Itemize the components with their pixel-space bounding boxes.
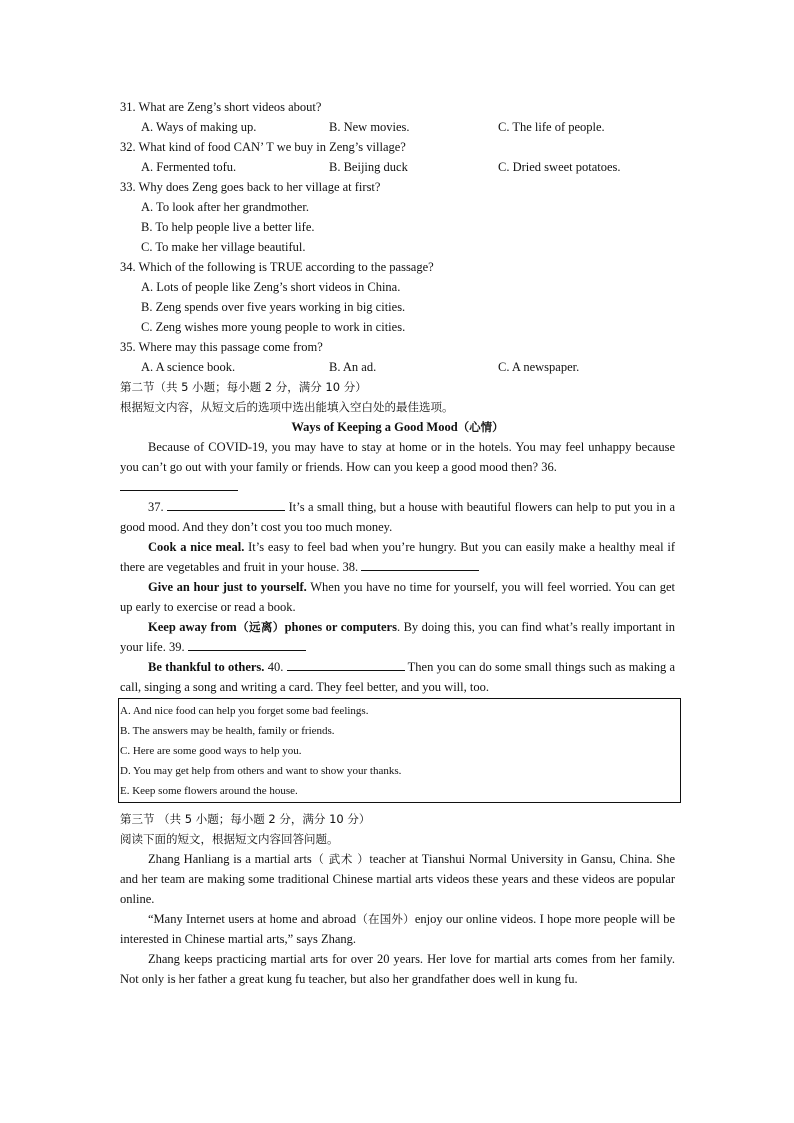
paragraph-2 xyxy=(120,497,675,537)
option-a: A. Lots of people like Zeng’s short videos in China. xyxy=(141,280,401,294)
blank-40[interactable] xyxy=(287,657,405,671)
option-a: A. To look after her grandmother. xyxy=(141,200,309,214)
section-3-instruction: 阅读下面的短文，根据短文内容回答问题。 xyxy=(120,832,339,846)
option-b: B. Zeng spends over five years working in big cities. xyxy=(141,300,406,314)
question-32-options xyxy=(120,157,675,177)
option-c: C. To make her village beautiful. xyxy=(141,240,306,254)
paragraph-6-heading: Be thankful to others. xyxy=(148,660,265,674)
paragraph-4-text: When you have no time for yourself, you will feel worried. You can get up early to exercise or read a book. xyxy=(120,580,675,614)
option-c: C. Dried sweet potatoes. xyxy=(498,160,621,174)
option-a: A. Ways of making up. xyxy=(141,120,257,134)
question-33-stem: 33. Why does Zeng goes back to her village at first? xyxy=(120,180,381,194)
paragraph-4-heading: Give an hour just to yourself. xyxy=(148,580,307,594)
section-3-paragraph-3: Zhang keeps practicing martial arts for over 20 years. Her love for martial arts comes from her family. Not only is her father a great kung fu teacher, but also her grandfather does well in kung fu. xyxy=(120,952,675,986)
s3-p1-text-a: Zhang Hanliang is a martial arts xyxy=(148,852,312,866)
exam-page xyxy=(120,97,675,989)
blank-37[interactable] xyxy=(167,497,285,511)
paragraph-5-heading-cn: （远离） xyxy=(236,620,285,634)
option-b: B. Beijing duck xyxy=(329,160,408,174)
blank-37-number: 37. xyxy=(148,500,164,514)
paragraph-5-text: . By doing this, you can find what’s really important in your life. 39. xyxy=(120,620,675,654)
box-option-e: E. Keep some flowers around the house. xyxy=(120,785,298,797)
section-3-paragraph-1 xyxy=(120,849,675,909)
section-2-instruction: 根据短文内容，从短文后的选项中选出能填入空白处的最佳选项。 xyxy=(120,400,454,414)
question-35-options xyxy=(120,357,675,377)
option-c: C. A newspaper. xyxy=(498,360,580,374)
option-c: C. The life of people. xyxy=(498,120,605,134)
section-3-paragraph-2 xyxy=(120,909,675,949)
option-a: A. Fermented tofu. xyxy=(141,160,237,174)
option-b: B. To help people live a better life. xyxy=(141,220,315,234)
blank-40-number: 40. xyxy=(264,660,284,674)
question-31-options xyxy=(120,117,675,137)
paragraph-3 xyxy=(120,537,675,577)
box-option-b: B. The answers may be health, family or friends. xyxy=(120,725,335,737)
paragraph-5-heading-1: Keep away from xyxy=(148,620,237,634)
question-31-stem: 31. What are Zeng’s short videos about? xyxy=(120,100,322,114)
paragraph-3-text: It’s easy to feel bad when you’re hungry. But you can easily make a healthy meal if there are vegetables and fruit in your house. 38. xyxy=(120,540,676,574)
option-b: B. An ad. xyxy=(329,360,377,374)
box-option-c: C. Here are some good ways to help you. xyxy=(120,745,302,757)
paragraph-6 xyxy=(120,657,675,697)
paragraph-1-text: Because of COVID-19, you may have to stay at home or in the hotels. You may feel unhappy because you can’t go out with your family or friends. How can you keep a good mood then? 36. xyxy=(120,440,675,474)
section-2-header: 第二节（共 5 小题；每小题 2 分，满分 10 分） xyxy=(120,380,367,394)
s3-p1-cn: （ 武术 ） xyxy=(311,852,370,866)
question-35-stem: 35. Where may this passage come from? xyxy=(120,340,323,354)
passage-title xyxy=(120,417,675,437)
blank-36[interactable] xyxy=(120,477,238,491)
section-3-header: 第三节 （共 5 小题；每小题 2 分，满分 10 分） xyxy=(120,812,371,826)
paragraph-4 xyxy=(120,577,675,617)
paragraph-5-heading-2: phones or computers xyxy=(284,620,397,634)
blank-38[interactable] xyxy=(361,557,479,571)
passage-title-en: Ways of Keeping a Good Mood xyxy=(291,420,458,434)
s3-p2-cn: （在国外） xyxy=(356,912,415,926)
paragraph-6-text: Then you can do some small things such as making a call, singing a song and writing a card. They feel better, and you will, too. xyxy=(120,660,676,694)
paragraph-3-heading: Cook a nice meal. xyxy=(148,540,245,554)
question-32-stem: 32. What kind of food CAN’ T we buy in Zeng’s village? xyxy=(120,140,406,154)
paragraph-1 xyxy=(120,437,675,497)
passage-title-cn: （心情） xyxy=(457,420,504,434)
option-a: A. A science book. xyxy=(141,360,236,374)
paragraph-5 xyxy=(120,617,675,657)
s3-p2-text-b: enjoy our online videos. I hope more people will be interested in Chinese martial arts,” says Zhang. xyxy=(120,912,675,946)
blank-39[interactable] xyxy=(188,637,306,651)
answer-options-box xyxy=(118,698,681,803)
option-c: C. Zeng wishes more young people to work in cities. xyxy=(141,320,406,334)
option-b: B. New movies. xyxy=(329,120,410,134)
question-34-stem: 34. Which of the following is TRUE according to the passage? xyxy=(120,260,434,274)
box-option-d: D. You may get help from others and want to show your thanks. xyxy=(120,765,402,777)
box-option-a: A. And nice food can help you forget some bad feelings. xyxy=(120,705,369,717)
s3-p2-text-a: “Many Internet users at home and abroad xyxy=(148,912,357,926)
paragraph-2-text: It’s a small thing, but a house with beautiful flowers can help to put you in a good mood. And they don’t cost you too much money. xyxy=(120,500,675,534)
s3-p1-text-b: teacher at Tianshui Normal University in Gansu, China. She and her team are making some traditional Chinese martial arts videos these years and these videos are popular online. xyxy=(120,852,676,906)
